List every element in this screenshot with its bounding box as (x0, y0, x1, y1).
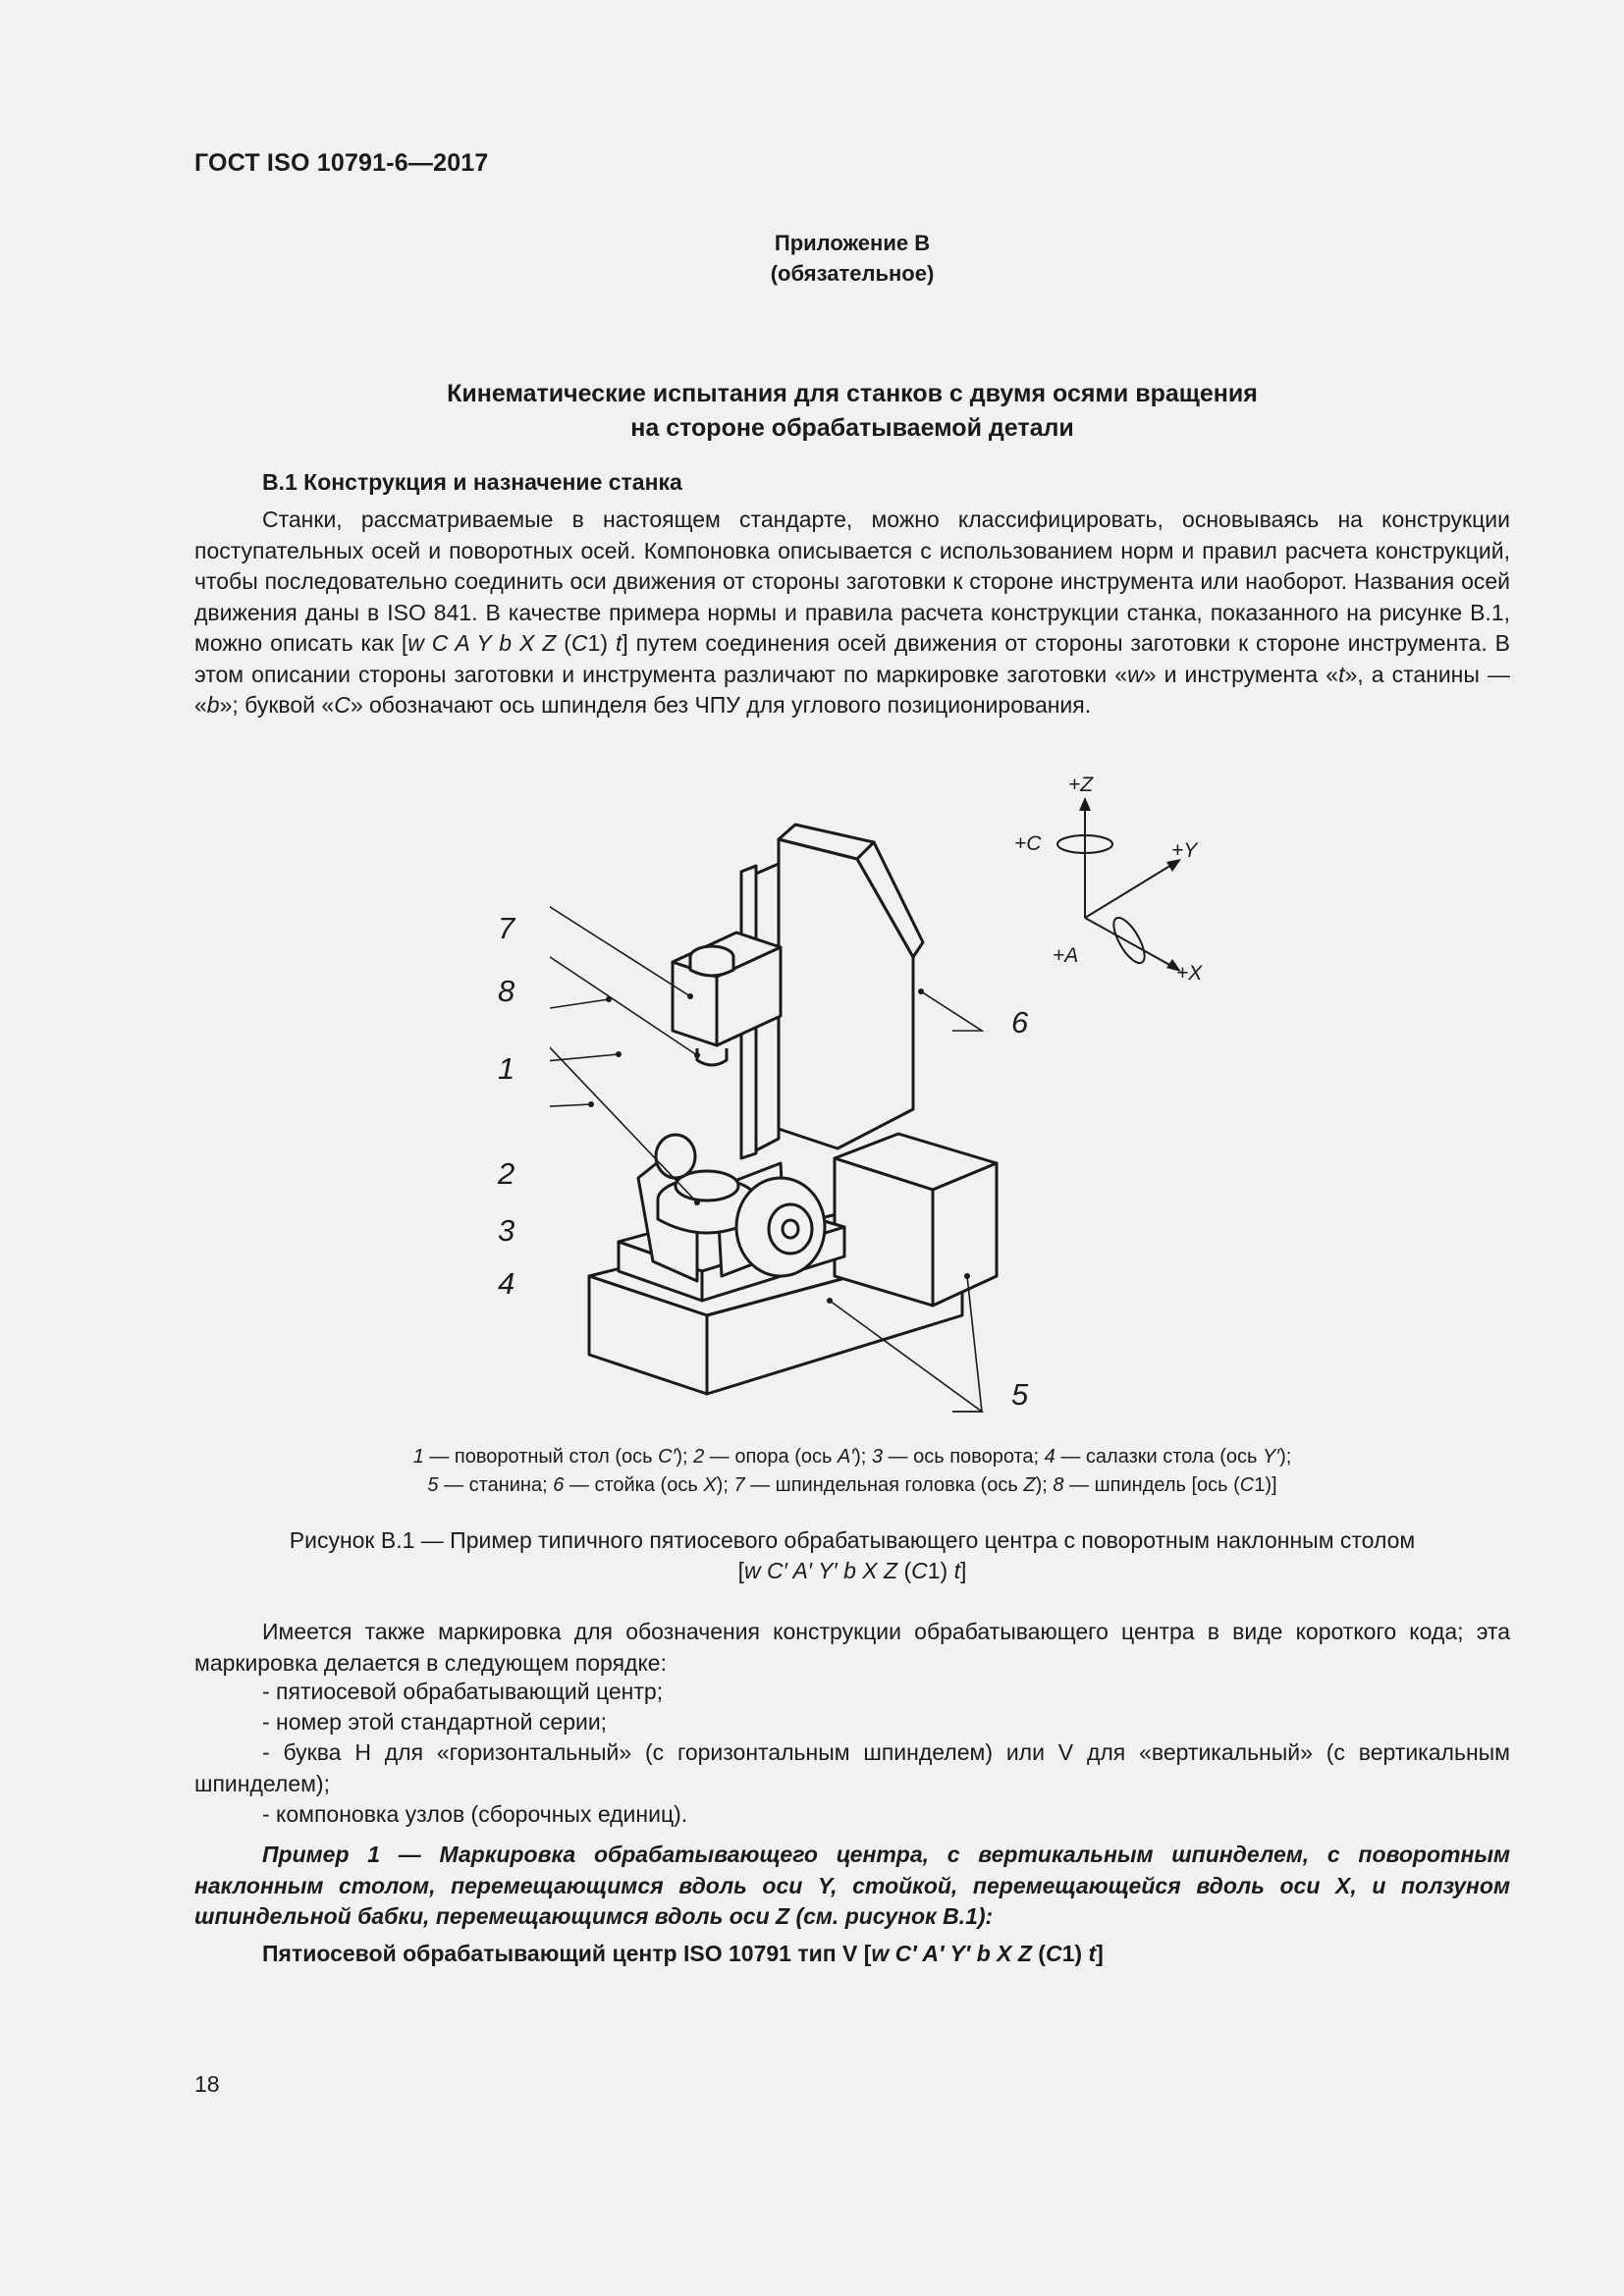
base-block-right (933, 1163, 997, 1306)
example-1: Пример 1 — Маркировка обрабатывающего центра, с вертикальным шпинделем, с поворотным наклонным столом, перемещающимся вдоль оси Y, стойкой, перемещающейся вдоль оси X, и ползуном шпиндельной бабки, перемещающимся вдоль оси Z (см. рисунок В.1): (194, 1842, 1510, 1929)
list-item: - компоновка узлов (сборочных единиц). (262, 1801, 688, 1827)
machine-figure (550, 766, 1257, 1433)
marking-example: Пятиосевой обрабатывающий центр ISO 10791 тип V [w C′ A′ Y′ b X Z (C1) t] (262, 1941, 1104, 1966)
callout-3: 3 (498, 1213, 515, 1248)
axis-label-a: +A (1053, 944, 1079, 967)
callout-5: 5 (1011, 1377, 1029, 1412)
list-item: - номер этой стандартной серии; (262, 1709, 608, 1735)
callout-2: 2 (498, 1156, 515, 1191)
page-number: 18 (194, 2071, 220, 2097)
main-title-line-2: на стороне обрабатываемой детали (630, 414, 1074, 442)
rotation-a (1108, 913, 1150, 967)
list-item: - пятиосевой обрабатывающий центр; (262, 1679, 664, 1704)
axis-y (1085, 864, 1173, 918)
callout-8: 8 (498, 974, 515, 1008)
document-code: ГОСТ ISO 10791-6—2017 (194, 149, 489, 177)
annex-status: (обязательное) (770, 261, 935, 286)
paragraph-1: Станки, рассматриваемые в настоящем стандарте, можно классифицировать, основываясь на конструкции поступательных осей и поворотных осей. Компоновка описывается с использованием норм и правил расчета конструкций, чтобы последовательно соединить оси движения от стороны заготовки к стороне инструмента или наоборот. Названия осей движения даны в ISO 841. В качестве примера нормы и правила расчета конструкции станка, показанного на рисунке В.1, можно описать как [w C A Y b X Z (C1) t] путем соединения осей движения от стороны заготовки к стороне инструмента. В этом описании стороны заготовки и инструмента различают по маркировке заготовки «w» и инструмента «t», а станины — «b»; буквой «C» обозначают ось шпинделя без ЧПУ для углового позиционирования. (194, 507, 1511, 718)
figure-legend-line-1: 1 — поворотный стол (ось C′); 2 — опора (ось A′); 3 — ось поворота; 4 — салазки стола (ось Y′); (412, 1446, 1292, 1468)
figure-legend-line-2: 5 — станина; 6 — стойка (ось X); 7 — шпиндельная головка (ось Z); 8 — шпиндель [ось (C1)] (427, 1474, 1277, 1496)
list-item: - буква H для «горизонтальный» (с горизонтальным шпинделем) или V для «вертикальный» (с вертикальным шпинделем); (194, 1739, 1510, 1796)
caption-line-1: Рисунок В.1 — Пример типичного пятиосевого обрабатывающего центра с поворотным наклонным столом (289, 1527, 1416, 1553)
figure-caption (194, 1525, 1510, 1586)
annex-title: Приложение В (774, 231, 931, 255)
callout-6: 6 (1011, 1005, 1029, 1040)
callout-7: 7 (498, 911, 515, 945)
caption-line-2: [w C′ A′ Y′ b X Z (C1) t] (737, 1558, 967, 1583)
annex-heading (194, 228, 1510, 289)
axis-label-y: +Y (1171, 839, 1198, 862)
paragraph-2: Имеется также маркировка для обозначения конструкции обрабатывающего центра в виде короткого кода; эта маркировка делается в следующем порядке: (194, 1619, 1510, 1676)
callout-1: 1 (498, 1051, 515, 1086)
spindle (697, 1048, 727, 1065)
annex-main-title (194, 377, 1510, 446)
axis-label-c: +C (1014, 832, 1042, 855)
section-heading: В.1 Конструкция и назначение станка (262, 469, 682, 495)
callout-4: 4 (498, 1266, 515, 1301)
axis-label-x: +X (1176, 962, 1203, 985)
axis-label-z: +Z (1068, 774, 1094, 796)
main-title-line-1: Кинематические испытания для станков с двумя осями вращения (447, 380, 1258, 407)
